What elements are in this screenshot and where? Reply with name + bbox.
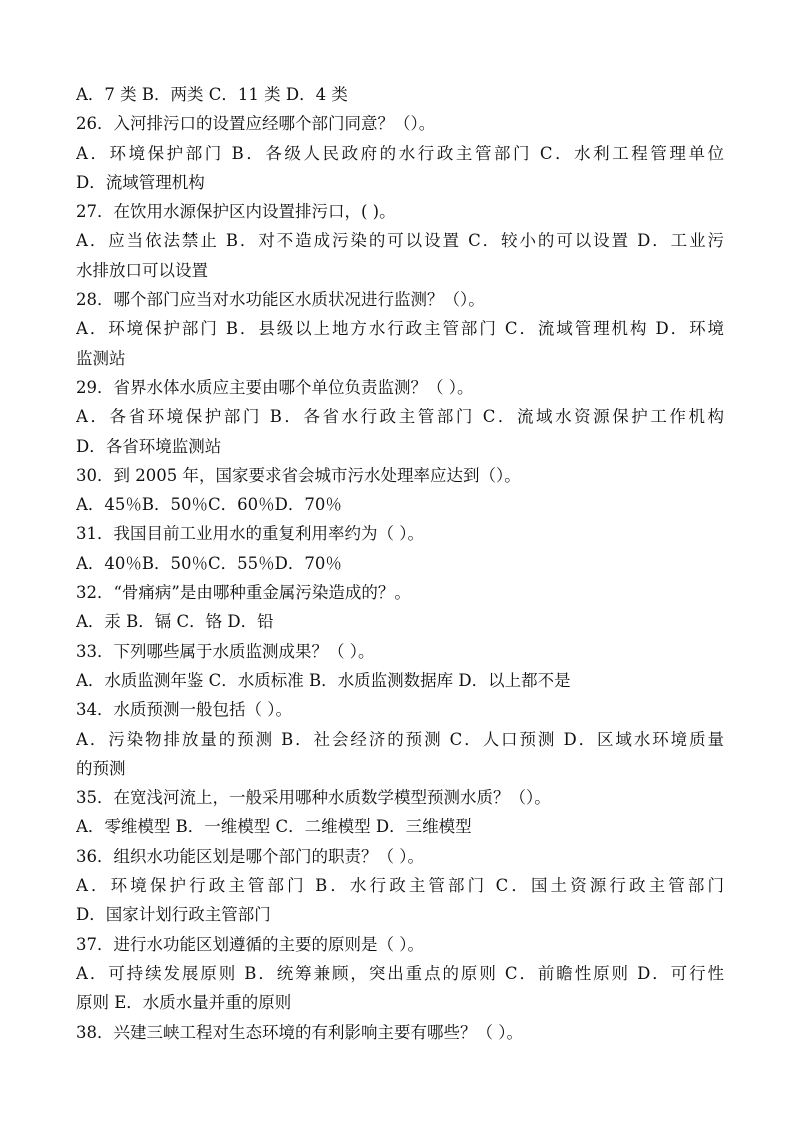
text-line: 33．下列哪些属于水质监测成果？（ ）。 — [76, 641, 375, 661]
text-line: A．零维模型 B．一维模型 C．二维模型 D．三维模型 — [76, 817, 472, 837]
text-line: 原则 E．水质水量并重的原则 — [76, 993, 292, 1013]
text-line: A．应当依法禁止 B．对不造成污染的可以设置 C．较小的可以设置 D．工业污 — [76, 231, 724, 251]
text-line: 31．我国目前工业用水的重复利用率约为（ ）。 — [76, 524, 424, 544]
text-line: 29．省界水体水质应主要由哪个单位负责监测？（ ）。 — [76, 377, 474, 397]
text-line: D．国家计划行政主管部门 — [76, 905, 271, 925]
question-text-body — [76, 80, 724, 1047]
text-line: A．各省环境保护部门 B．各省水行政主管部门 C．流域水资源保护工作机构 — [76, 407, 724, 427]
text-line: D．各省环境监测站 — [76, 436, 222, 456]
text-line: A．7 类 B．两类 C．11 类 D．4 类 — [76, 85, 348, 104]
text-line: 水排放口可以设置 — [76, 260, 208, 280]
text-line: 30．到 2005 年，国家要求省会城市污水处理率应达到（）。 — [76, 465, 521, 485]
text-line: A．环境保护部门 B．各级人民政府的水行政主管部门 C．水利工程管理单位 — [76, 143, 724, 163]
text-line: 的预测 — [76, 758, 126, 778]
text-line: 监测站 — [76, 348, 126, 368]
text-line: A．环境保护行政主管部门 B．水行政主管部门 C．国土资源行政主管部门 — [76, 876, 724, 896]
text-line: 35．在宽浅河流上，一般采用哪种水质数学模型预测水质？（）。 — [76, 788, 551, 808]
text-line: 27．在饮用水源保护区内设置排污口，( )。 — [76, 202, 396, 222]
text-line: A．污染物排放量的预测 B．社会经济的预测 C．人口预测 D．区域水环境质量 — [76, 729, 724, 749]
text-line: 37．进行水功能区划遵循的主要的原则是（ ）。 — [76, 934, 424, 954]
text-line: D．流域管理机构 — [76, 172, 205, 192]
text-line: 36．组织水功能区划是哪个部门的职责？（ ）。 — [76, 846, 424, 866]
text-line: 34．水质预测一般包括（ ）。 — [76, 700, 292, 720]
text-line: 38．兴建三峡工程对生态环境的有利影响主要有哪些？（ ）。 — [76, 1022, 523, 1042]
text-line: A．可持续发展原则 B．统筹兼顾，突出重点的原则 C．前瞻性原则 D．可行性 — [76, 963, 724, 983]
text-line: A．汞 B．镉 C．铬 D．铅 — [76, 612, 274, 632]
text-line: A．环境保护部门 B．县级以上地方水行政主管部门 C．流域管理机构 D．环境 — [76, 319, 724, 339]
text-line: A．40％B．50％C．55％D．70％ — [76, 553, 342, 573]
text-line: A．水质监测年鉴 C．水质标准 B．水质监测数据库 D．以上都不是 — [76, 670, 571, 690]
text-line: 26．入河排污口的设置应经哪个部门同意？（）。 — [76, 114, 436, 134]
text-line: A．45％B．50％C．60％D．70％ — [76, 495, 342, 515]
text-line: 32．“骨痛病”是由哪种重金属污染造成的？。 — [76, 583, 411, 603]
text-line: 28．哪个部门应当对水功能区水质状况进行监测？（）。 — [76, 290, 485, 310]
